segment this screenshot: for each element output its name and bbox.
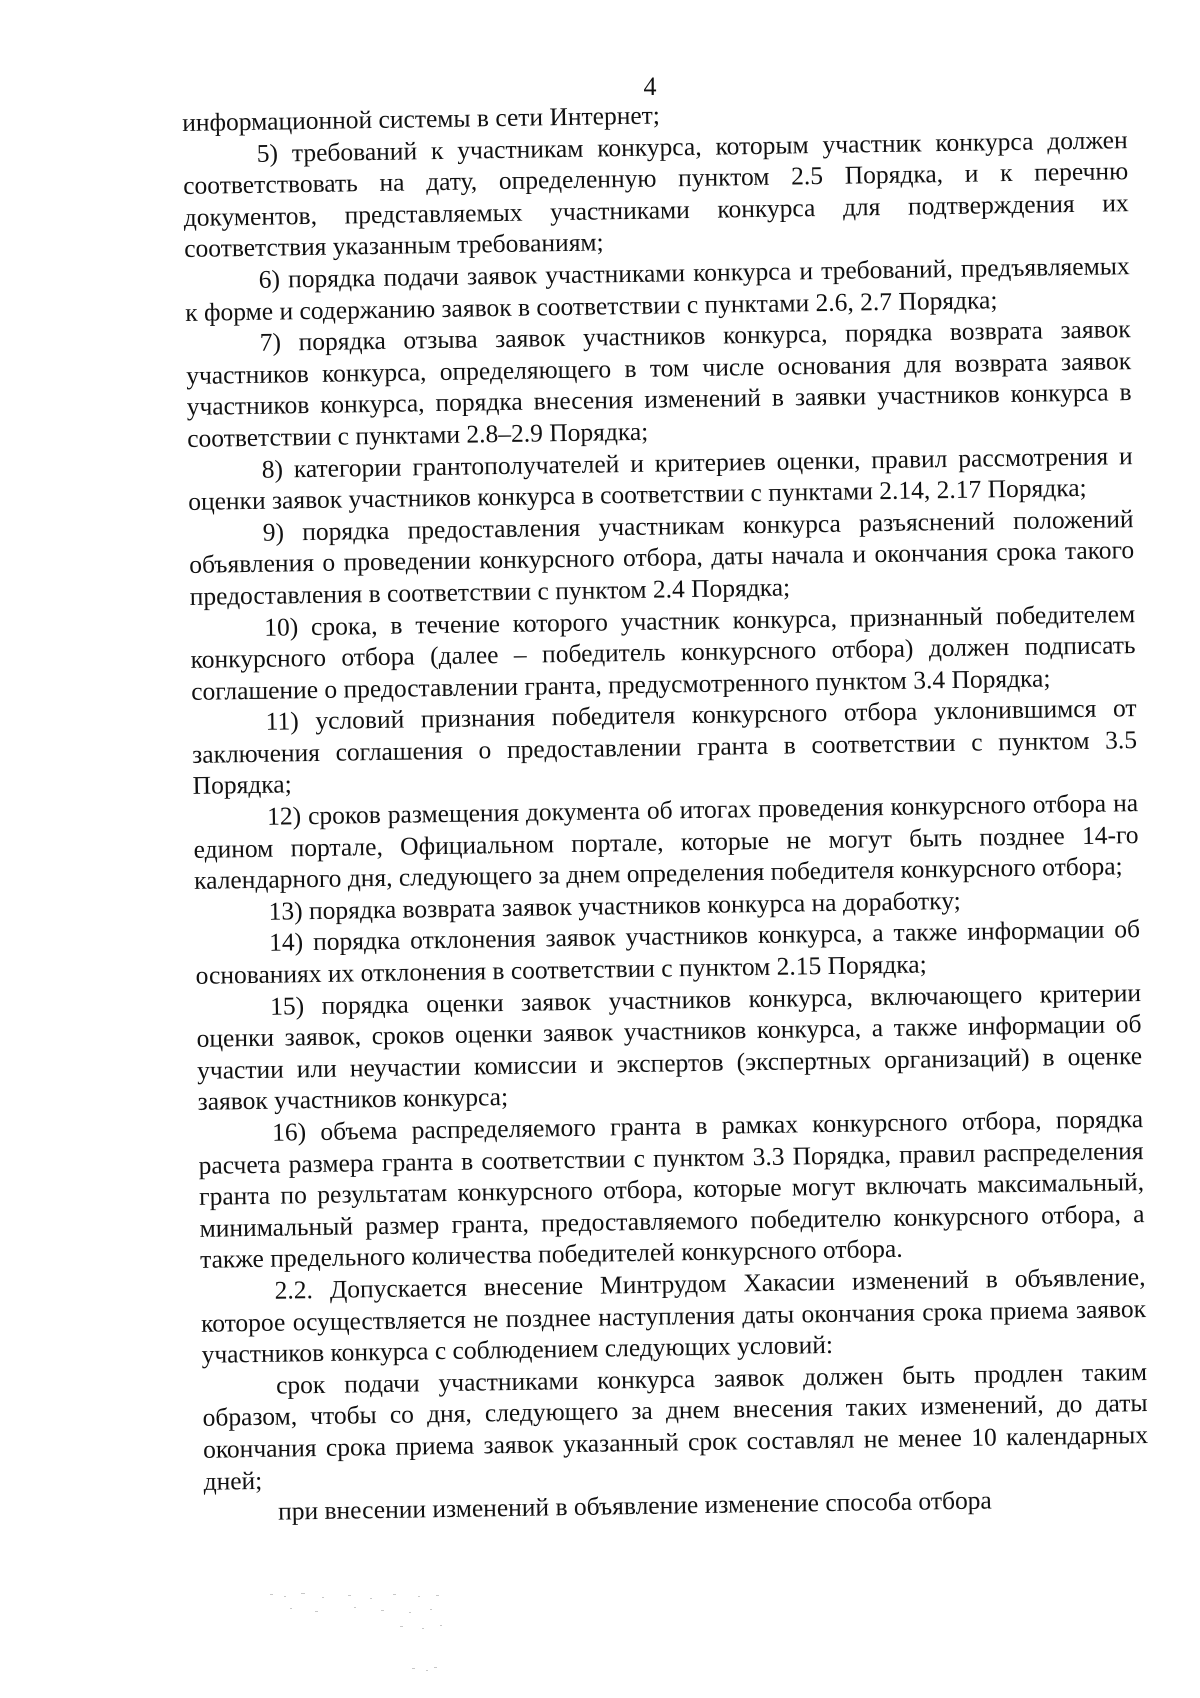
paragraph-condition-method: при внесении изменений в объявление изменение способа отбора [277, 1485, 992, 1526]
document-body [182, 92, 1149, 1528]
page-number: 4 [643, 72, 657, 101]
paragraph-item-15: 15) порядка оценки заявок участников конкурса, включающего критерии оценки заявок, сроков оценки заявок участников конкурса, а также информации об участии или неучастии комиссии и экспертов (экспертных организаций) в оценке заявок участников конкурса; [196, 977, 1143, 1117]
paragraph-intro-continuation: информационной системы в сети Интернет; [182, 100, 661, 137]
paragraph-item-5: 5) требований к участникам конкурса, которым участник конкурса должен соответствовать на дату, определенную пунктом 2.5 Порядка, и к перечню документов, представляемых участниками конкурса для подтверждения их соответствия указанным требованиям; [183, 124, 1129, 264]
paragraph-item-14: 14) порядка отклонения заявок участников конкурса, а также информации об основаниях их отклонения в соответствии с пунктом 2.15 Порядка; [195, 914, 1141, 990]
paragraph-item-10: 10) срока, в течение которого участник конкурса, признанный победителем конкурсного отбора (далее – победитель конкурсного отбора) должен подписать соглашение о предоставлении гранта, предусмотренного пунктом 3.4 Порядка; [190, 598, 1136, 706]
paragraph-item-16: 16) объема распределяемого гранта в рамках конкурсного отбора, порядка расчета размера гранта в соответствии с пунктом 3.3 Порядка, правил распределения гранта по результатам конкурсного отбора, которые могут включать максимальный, минимальный размер гранта, предоставляемого победителю конкурсного отбора, а также предельного количества победителей конкурсного отбора. [198, 1104, 1145, 1275]
paragraph-item-13: 13) порядка возврата заявок участников конкурса на доработку; [268, 885, 961, 926]
paragraph-item-11: 11) условий признания победителя конкурсного отбора уклонившимся от заключения соглашения о предоставлении гранта в соответствии с пунктом 3.5 Порядка; [191, 693, 1138, 801]
paragraph-condition-deadline: срок подачи участниками конкурса заявок должен быть продлен таким образом, чтобы со дня, следующего за днем внесения таких изменений, до даты окончания срока приема заявок указанный срок составлял не менее 10 календарных дней; [202, 1356, 1149, 1496]
scan-artifact [260, 1590, 490, 1680]
paragraph-item-9: 9) порядка предоставления участникам конкурса разъяснений положений объявления о проведении конкурсного отбора, даты начала и окончания срока такого предоставления в соответствии с пунктом 2.4 Порядка; [188, 503, 1135, 611]
paragraph-item-12: 12) сроков размещения документа об итогах проведения конкурсного отбора на едином портале, Официальном портале, которые не могут быть позднее 14-го календарного дня, следующего за днем определения победителя конкурсного отбора; [193, 788, 1139, 896]
paragraph-item-8: 8) категории грантополучателей и критериев оценки, правил рассмотрения и оценки заявок участников конкурса в соответствии с пунктами 2.14, 2.17 Порядка; [187, 440, 1133, 517]
paragraph-item-7: 7) порядка отзыва заявок участников конкурса, порядка возврата заявок участников конкурса, определяющего в том числе основания для возврата заявок участников конкурса, порядка внесения изменений в заявки участников конкурса в соответствии с пунктами 2.8–2.9 Порядка; [185, 314, 1132, 453]
paragraph-item-6: 6) порядка подачи заявок участниками конкурса и требований, предъявляемых к форме и содержанию заявок в соответствии с пунктами 2.6, 2.7 Порядка; [184, 251, 1130, 327]
paragraph-section-2-2: 2.2. Допускается внесение Минтрудом Хакасии изменений в объявление, которое осуществляется не позднее наступления даты окончания срока приема заявок участников конкурса с соблюдением следующих условий: [200, 1261, 1147, 1370]
